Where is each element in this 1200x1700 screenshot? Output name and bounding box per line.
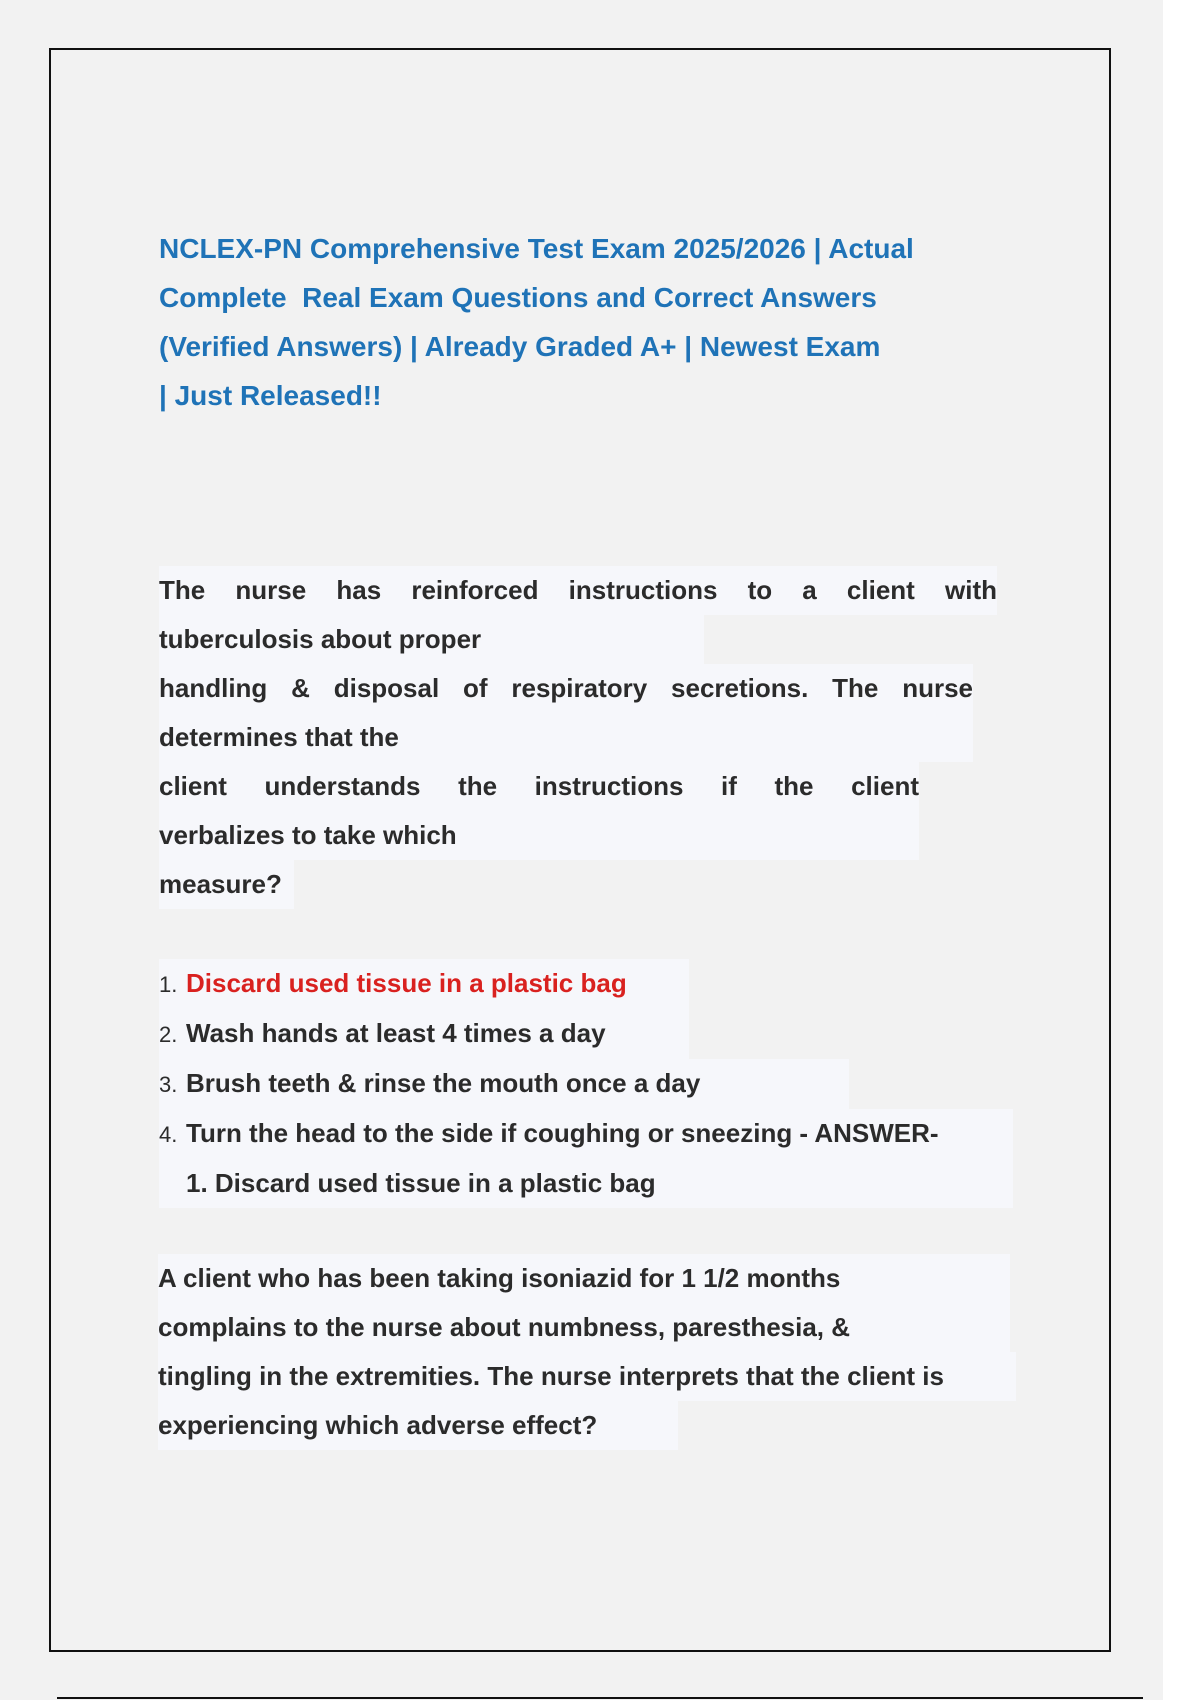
- question-1-line: determines that the: [159, 713, 973, 762]
- question-2-line: complains to the nurse about numbness, paresthesia, &: [158, 1303, 1010, 1352]
- option-text: Brush teeth & rinse the mouth once a day: [186, 1068, 701, 1098]
- option-number: 1.: [159, 972, 178, 997]
- option-number: 3.: [159, 1072, 178, 1097]
- question-1-line: client understands the instructions if the client: [159, 762, 919, 811]
- option-text: Wash hands at least 4 times a day: [186, 1018, 606, 1048]
- question-2-line: A client who has been taking isoniazid for 1 1/2 months: [158, 1254, 1010, 1303]
- question-1-line: measure?: [159, 860, 294, 909]
- title-line: Complete Real Exam Questions and Correct Answers: [159, 282, 877, 313]
- question-1-line: The nurse has reinforced instructions to a client with: [159, 566, 997, 615]
- answer-text: 1. Discard used tissue in a plastic bag: [186, 1168, 656, 1198]
- question-2-line: experiencing which adverse effect?: [158, 1401, 678, 1450]
- option-number: 2.: [159, 1022, 178, 1047]
- option-2: [159, 1009, 689, 1059]
- next-page-top-border: [57, 1697, 1143, 1699]
- option-number: 4.: [159, 1122, 178, 1147]
- question-1-options: [159, 959, 1013, 1208]
- option-text-correct: Discard used tissue in a plastic bag: [186, 968, 627, 998]
- title-line: | Just Released!!: [159, 380, 382, 411]
- question-2-line: tingling in the extremities. The nurse interprets that the client is: [158, 1352, 1016, 1401]
- option-3: [159, 1059, 849, 1109]
- document-title: [159, 224, 959, 420]
- question-1-line: handling & disposal of respiratory secretions. The nurse: [159, 664, 973, 713]
- option-4: [159, 1109, 1013, 1208]
- question-1-line: tuberculosis about proper: [159, 615, 704, 664]
- title-line: (Verified Answers) | Already Graded A+ | Newest Exam: [159, 331, 881, 362]
- question-1-line: verbalizes to take which: [159, 811, 919, 860]
- question-1: [159, 566, 997, 909]
- title-line: NCLEX-PN Comprehensive Test Exam 2025/2026 | Actual: [159, 233, 914, 264]
- option-1: [159, 959, 689, 1009]
- question-2: [158, 1254, 1016, 1450]
- option-text: Turn the head to the side if coughing or sneezing - ANSWER-: [186, 1118, 939, 1148]
